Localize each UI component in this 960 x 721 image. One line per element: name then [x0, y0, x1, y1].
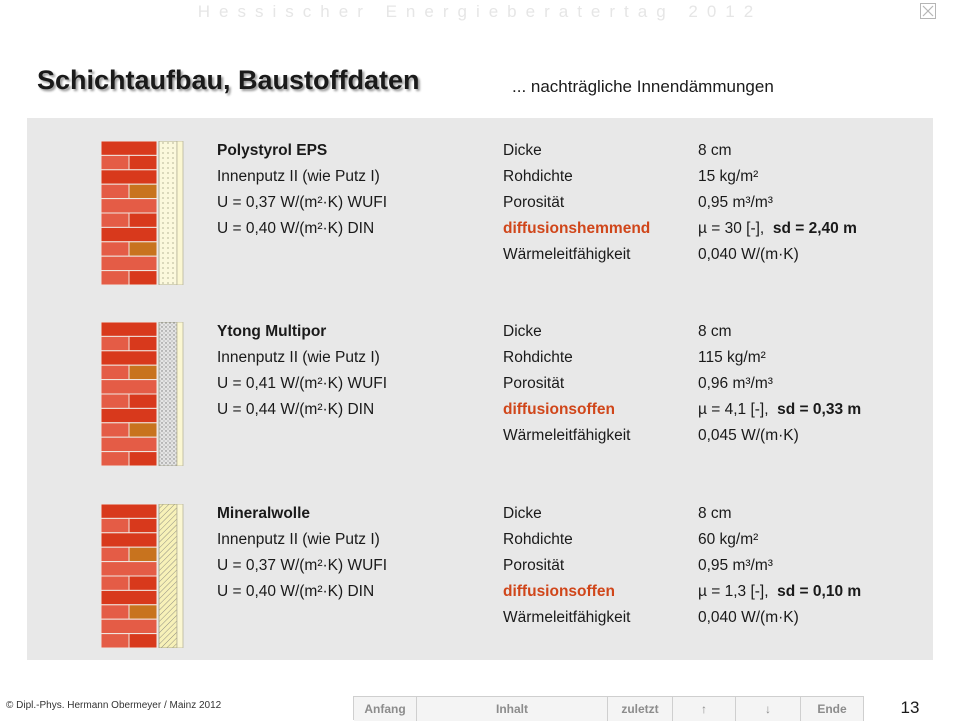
block-left-column	[217, 138, 387, 242]
wall-diagram-eps	[101, 141, 185, 285]
property-labels	[503, 501, 631, 631]
prop-label: Wärmeleitfähigkeit	[503, 246, 631, 263]
diffusion-label: diffusionsoffen	[503, 401, 615, 418]
prop-label: Porosität	[503, 557, 565, 574]
brick	[101, 170, 157, 184]
brick	[129, 547, 157, 561]
brick	[101, 394, 129, 408]
sd-value: sd = 2,40 m	[772, 220, 857, 237]
brick	[101, 619, 157, 633]
prop-value: 0,040 W/(m·K)	[698, 246, 799, 263]
brick	[101, 590, 157, 604]
u-value-din: U = 0,40 W/(m²·K) DIN	[217, 583, 375, 600]
brick	[129, 634, 157, 648]
brick	[129, 518, 157, 532]
u-value-wufi: U = 0,37 W/(m²·K) WUFI	[217, 557, 388, 574]
prop-value: 0,045 W/(m·K)	[698, 427, 799, 444]
prop-label: Porosität	[503, 194, 565, 211]
brick	[101, 322, 157, 336]
diffusion-value-row	[698, 579, 861, 605]
brick	[101, 634, 129, 648]
brick	[129, 605, 157, 619]
prop-label: Porosität	[503, 375, 565, 392]
brick	[101, 256, 157, 270]
brick	[101, 437, 157, 451]
brick	[101, 365, 129, 379]
nav-up-button[interactable]: ↑	[673, 696, 736, 721]
brick	[101, 605, 129, 619]
brick	[129, 423, 157, 437]
diffusion-label: diffusionsoffen	[503, 583, 615, 600]
wall-diagram-mineralwool	[101, 504, 185, 648]
prop-value: 0,95 m³/m³	[698, 194, 773, 211]
prop-value: 60 kg/m²	[698, 531, 759, 548]
brick	[101, 562, 157, 576]
interior-plaster-layer	[177, 504, 183, 648]
brick	[101, 576, 129, 590]
prop-label: Rohdichte	[503, 531, 573, 548]
prop-value: 8 cm	[698, 505, 732, 522]
plaster-info: Innenputz II (wie Putz I)	[217, 168, 380, 185]
property-labels	[503, 319, 631, 449]
insulation-layer	[159, 141, 177, 285]
prop-label: Wärmeleitfähigkeit	[503, 609, 631, 626]
brick	[101, 184, 129, 198]
conference-banner: Hessischer Energieberatertag 2012	[197, 2, 763, 21]
prop-label: Dicke	[503, 323, 542, 340]
mu-value: µ = 4,1 [-],	[698, 401, 769, 418]
wall-section-svg	[101, 504, 185, 648]
sd-value: sd = 0,33 m	[777, 401, 862, 418]
brick	[129, 336, 157, 350]
block-left-column	[217, 319, 387, 423]
nav-ende-button[interactable]: Ende	[801, 696, 864, 721]
brick	[129, 184, 157, 198]
material-block-mineralwool	[27, 481, 933, 631]
diffusion-value-row	[698, 397, 861, 423]
material-name: Polystyrol EPS	[217, 142, 328, 159]
wall-diagram-multipor	[101, 322, 185, 466]
material-name: Mineralwolle	[217, 505, 311, 522]
slide-title: Schichtaufbau, Baustoffdaten	[37, 65, 420, 95]
wall-section-svg	[101, 322, 185, 466]
plaster-info: Innenputz II (wie Putz I)	[217, 531, 380, 548]
brick	[101, 452, 129, 466]
nav-down-button[interactable]: ↓	[736, 696, 801, 721]
prop-label: Dicke	[503, 142, 542, 159]
slide-subtitle: ... nachträgliche Innendämmungen	[512, 77, 774, 96]
material-name: Ytong Multipor	[217, 323, 327, 340]
plaster-info: Innenputz II (wie Putz I)	[217, 349, 380, 366]
brick	[129, 365, 157, 379]
wall-section-svg	[101, 141, 185, 285]
prop-value: 8 cm	[698, 323, 732, 340]
brick	[101, 408, 157, 422]
copyright: © Dipl.-Phys. Hermann Obermeyer / Mainz 2012	[6, 700, 222, 711]
prop-value: 8 cm	[698, 142, 732, 159]
property-values	[698, 319, 861, 449]
brick	[101, 242, 129, 256]
property-values	[698, 138, 857, 268]
sd-value: sd = 0,10 m	[777, 583, 862, 600]
content-panel	[27, 118, 933, 660]
brick	[101, 504, 157, 518]
brick	[129, 452, 157, 466]
prop-label: Dicke	[503, 505, 542, 522]
brick	[101, 199, 157, 213]
brick	[129, 213, 157, 227]
brick	[101, 547, 129, 561]
prop-value: 0,96 m³/m³	[698, 375, 773, 392]
brick	[129, 155, 157, 169]
brick	[101, 336, 129, 350]
prop-value: 115 kg/m²	[698, 349, 766, 366]
brick	[101, 518, 129, 532]
diffusion-value-row	[698, 216, 857, 242]
u-value-din: U = 0,40 W/(m²·K) DIN	[217, 220, 375, 237]
brick	[101, 155, 129, 169]
brick	[101, 271, 129, 285]
block-left-column	[217, 501, 387, 605]
brick	[101, 213, 129, 227]
mu-value: µ = 30 [-],	[698, 220, 765, 237]
brick	[101, 141, 157, 155]
nav-anfang-button[interactable]: Anfang	[354, 696, 417, 721]
interior-plaster-layer	[177, 322, 183, 466]
diffusion-label: diffusionshemmend	[503, 220, 651, 237]
slide-navigation	[353, 696, 864, 720]
brick	[101, 380, 157, 394]
insulation-layer	[159, 322, 177, 466]
brick	[129, 576, 157, 590]
prop-label: Rohdichte	[503, 349, 573, 366]
prop-label: Wärmeleitfähigkeit	[503, 427, 631, 444]
mu-value: µ = 1,3 [-],	[698, 583, 769, 600]
material-block-multipor	[27, 299, 933, 449]
u-value-wufi: U = 0,41 W/(m²·K) WUFI	[217, 375, 388, 392]
nav-inhalt-button[interactable]: Inhalt	[417, 696, 608, 721]
footer	[0, 690, 960, 720]
prop-value: 0,95 m³/m³	[698, 557, 773, 574]
brick	[101, 423, 129, 437]
property-labels	[503, 138, 650, 268]
u-value-din: U = 0,44 W/(m²·K) DIN	[217, 401, 375, 418]
brick	[129, 394, 157, 408]
prop-value: 0,040 W/(m·K)	[698, 609, 799, 626]
material-block-eps	[27, 118, 933, 268]
brick	[129, 271, 157, 285]
brick	[129, 242, 157, 256]
prop-value: 15 kg/m²	[698, 168, 759, 185]
insulation-layer	[159, 504, 177, 648]
prop-label: Rohdichte	[503, 168, 573, 185]
brick	[101, 351, 157, 365]
nav-zuletzt-button[interactable]: zuletzt	[608, 696, 673, 721]
page-number: 13	[900, 698, 920, 717]
u-value-wufi: U = 0,37 W/(m²·K) WUFI	[217, 194, 388, 211]
property-values	[698, 501, 861, 631]
close-icon[interactable]	[920, 3, 936, 19]
brick	[101, 227, 157, 241]
brick	[101, 533, 157, 547]
interior-plaster-layer	[177, 141, 183, 285]
